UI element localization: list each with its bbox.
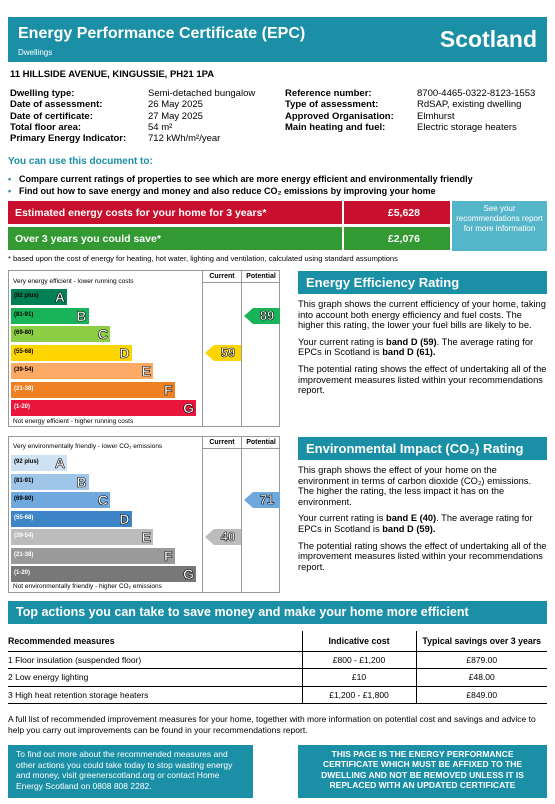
band-letter: F: [163, 547, 173, 564]
assessment-type-value: RdSAP, existing dwelling: [417, 99, 522, 111]
band-letter: A: [54, 455, 65, 471]
band-letter: B: [76, 473, 87, 490]
band-range: (39-54): [14, 533, 34, 539]
chart-top-label: Very environmentally friendly - lower CO₂ emissions: [13, 443, 163, 450]
use-heading: You can use this document to:: [8, 156, 153, 167]
measure-cell: 2 Low energy lighting: [8, 669, 302, 687]
heating-value: Electric storage heaters: [417, 121, 517, 133]
floor-area-value: 54 m²: [148, 121, 173, 133]
potential-column-head: Potential: [242, 437, 280, 449]
rating-number: 59: [220, 344, 236, 360]
band-letter: A: [54, 289, 65, 305]
epc-header: [8, 17, 547, 62]
reference-value: 8700-4465-0322-8123-1553: [417, 88, 536, 99]
savings-label: Over 3 years you could save*: [8, 227, 342, 250]
cost-column-head: Indicative cost: [302, 631, 416, 651]
band-range: (21-38): [14, 385, 34, 392]
savings-cell: £48.00: [416, 669, 547, 687]
table-row: [8, 686, 547, 704]
reference-label: Reference number:: [285, 88, 372, 99]
assessment-date-label: Date of assessment:: [10, 99, 103, 111]
cost-cell: £10: [302, 669, 416, 687]
environment-panel-text: [298, 465, 547, 578]
recommended-measures-table: [8, 631, 547, 704]
assessment-type-label: Type of assessment:: [285, 99, 379, 111]
eff-band-a: [11, 289, 67, 305]
current-column-head: Current: [203, 437, 241, 449]
document-subtitle: Dwellings: [18, 48, 53, 57]
env-current-arrow: [205, 529, 241, 545]
details-left: [10, 88, 255, 144]
bullet-item: Compare current ratings of properties to see which are more energy efficient and environmentally friendly: [19, 174, 473, 184]
bullet-item: Find out how to save energy and money and also reduce CO₂ emissions by improving your home: [19, 186, 436, 196]
details-right: [285, 88, 535, 133]
floor-area-label: Total floor area:: [10, 121, 82, 133]
band-range: (55-68): [14, 514, 34, 521]
eff-band-d: [11, 345, 132, 361]
efficiency-description: This graph shows the current efficiency of your home, taking into account both energy efficiency and fuel costs. The higher this rating, the lower your fuel bills are likely to be.: [298, 299, 546, 331]
property-address: 11 HILLSIDE AVENUE, KINGUSSIE, PH21 1PA: [10, 69, 215, 80]
band-letter: D: [119, 344, 130, 361]
rating-number: 89: [259, 307, 275, 323]
table-row: [8, 669, 547, 687]
energy-indicator-label: Primary Energy Indicator:: [10, 133, 127, 145]
band-range: (69-80): [14, 330, 34, 336]
assessment-date-value: 26 May 2025: [148, 99, 203, 111]
chart-bottom-label: Not energy efficient - higher running costs: [13, 418, 134, 425]
eff-current-arrow: [205, 345, 241, 361]
bullet-icon: •: [8, 174, 12, 184]
band-range: (55-68): [14, 348, 34, 355]
env-potential-arrow: [244, 492, 280, 508]
chart-bottom-label: Not environmentally friendly - higher CO₂ emissions: [13, 583, 162, 590]
heating-label: Main heating and fuel:: [285, 121, 386, 133]
eff-band-g: [11, 400, 196, 416]
measure-cell: 3 High heat retention storage heaters: [8, 686, 302, 704]
environmental-impact-chart: [8, 436, 280, 593]
cost-cell: £1,200 - £1,800: [302, 686, 416, 704]
band-letter: E: [141, 363, 151, 379]
affix-notice-box: THIS PAGE IS THE ENERGY PERFORMANCE CERTIFICATE WHICH MUST BE AFFIXED TO THE DWELLING AND NOT BE REMOVED UNLESS IT IS REPLACED WITH AN UPDATED CERTIFICATE: [298, 745, 547, 798]
band-letter: G: [183, 566, 194, 582]
actions-heading: Top actions you can take to save money and make your home more efficient: [8, 601, 547, 624]
organisation-value: Elmhurst: [417, 110, 455, 122]
band-letter: G: [183, 400, 194, 416]
env-band-g: [11, 566, 196, 582]
chart-top-label: Very energy efficient - lower running costs: [13, 278, 134, 285]
document-title: Energy Performance Certificate (EPC): [18, 25, 306, 42]
measures-column-head: Recommended measures: [8, 631, 302, 651]
current-column-head: Current: [203, 271, 241, 283]
energy-indicator-value: 712 kWh/m²/year: [148, 133, 221, 145]
environment-potential-note: The potential rating shows the effect of undertaking all of the improvement measures listed within your recommendations report.: [298, 540, 547, 572]
efficiency-panel-heading: Energy Efficiency Rating: [298, 271, 547, 294]
env-band-e: [11, 529, 153, 545]
band-range: (1-20): [14, 404, 31, 410]
savings-cell: £879.00: [416, 651, 547, 669]
band-letter: B: [76, 307, 87, 324]
efficiency-potential-note: The potential rating shows the effect of undertaking all of the improvement measures listed within your recommendations report.: [298, 363, 547, 396]
env-band-d: [11, 511, 132, 527]
country-label: Scotland: [439, 26, 537, 52]
band-range: (81-91): [14, 311, 34, 318]
env-band-f: [11, 548, 175, 564]
more-info-box: To find out more about the recommended measures and other actions you could take today to stop wasting energy and money, visit greenerscotland.org or contact Home Energy Scotland on 0808 808 2282.: [8, 745, 253, 798]
efficiency-current-rating: Your current rating is band D (59). The average rating for EPCs in Scotland is band D (61).: [298, 336, 534, 358]
eff-potential-arrow: [244, 308, 280, 324]
estimated-costs-value: £5,628: [344, 201, 450, 224]
estimated-costs-label: Estimated energy costs for your home for 3 years*: [8, 201, 342, 224]
full-list-note: A full list of recommended improvement measures for your home, together with more information on potential cost and savings and advice to help you carry out improvements can be found in your recommendations report.: [8, 714, 536, 735]
efficiency-panel-text: [298, 299, 547, 402]
dwelling-type-label: Dwelling type:: [10, 88, 75, 99]
environment-description: This graph shows the effect of your home on the environment in terms of carbon dioxide (CO₂) emissions. The higher the rating, the less impact it has on the environment.: [298, 465, 532, 507]
measure-cell: 1 Floor insulation (suspended floor): [8, 651, 302, 669]
recommendations-note: See your recommendations report for more information: [452, 201, 547, 251]
organisation-label: Approved Organisation:: [285, 110, 394, 122]
bullet-icon: •: [8, 186, 12, 196]
savings-value: £2,076: [344, 227, 450, 250]
env-band-c: [11, 492, 110, 508]
band-letter: C: [97, 326, 108, 342]
cost-cell: £800 - £1,200: [302, 651, 416, 669]
eff-band-e: [11, 363, 153, 379]
rating-number: 40: [220, 529, 236, 544]
eff-band-f: [11, 382, 175, 398]
certificate-date-label: Date of certificate:: [10, 110, 93, 122]
band-letter: C: [97, 492, 108, 508]
cost-footnote: * based upon the cost of energy for heating, hot water, lighting and ventilation, calculated using standard assumptions: [8, 254, 398, 263]
savings-cell: £849.00: [416, 686, 547, 704]
band-letter: E: [141, 529, 151, 545]
eff-band-b: [11, 308, 89, 324]
band-letter: F: [163, 381, 173, 398]
env-band-b: [11, 474, 89, 490]
band-range: (39-54): [14, 367, 34, 373]
band-range: (81-91): [14, 477, 34, 484]
band-range: (69-80): [14, 496, 34, 502]
rating-number: 71: [259, 492, 275, 507]
environment-current-rating: Your current rating is band E (40). The average rating for EPCs in Scotland is band D (59).: [298, 513, 533, 534]
savings-column-head: Typical savings over 3 years: [416, 631, 547, 651]
band-letter: D: [119, 510, 130, 527]
eff-band-c: [11, 326, 110, 342]
energy-efficiency-chart: [8, 270, 280, 427]
band-range: (92 plus): [14, 293, 39, 299]
band-range: (92 plus): [14, 459, 39, 465]
dwelling-type-value: Semi-detached bungalow: [148, 88, 256, 99]
environment-panel-heading: Environmental Impact (CO₂) Rating: [298, 437, 547, 460]
band-range: (1-20): [14, 570, 31, 576]
env-band-a: [11, 455, 67, 471]
use-bullets: [8, 173, 473, 197]
table-row: [8, 651, 547, 669]
potential-column-head: Potential: [242, 271, 280, 283]
band-range: (21-38): [14, 551, 34, 558]
certificate-date-value: 27 May 2025: [148, 110, 203, 122]
